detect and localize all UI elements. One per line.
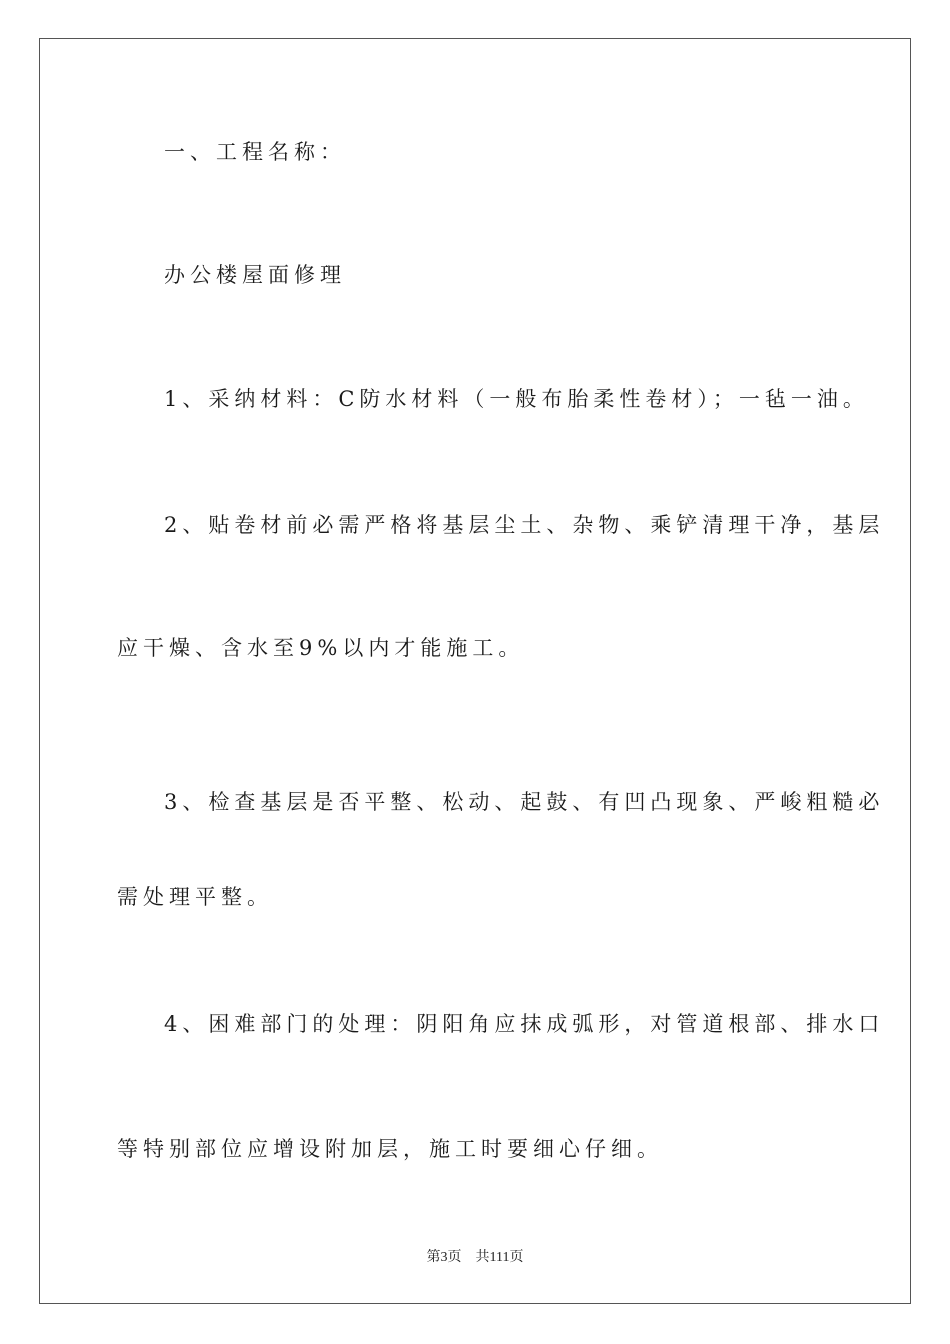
section-heading: 一、工程名称：: [164, 140, 346, 164]
total-pages: 共111页: [475, 1250, 524, 1265]
paragraph-2-line-2: 应干燥、含水至9%以内才能施工。: [117, 636, 525, 660]
paragraph-1: 1、采纳材料：C防水材料（一般布胎柔性卷材）；一毡一油。: [164, 387, 869, 411]
paragraph-4-line-1: 4、困难部门的处理：阴阳角应抹成弧形，对管道根部、排水口: [164, 1012, 885, 1036]
project-name: 办公楼屋面修理: [164, 263, 346, 287]
paragraph-2-line-1: 2、贴卷材前必需严格将基层尘土、杂物、乘铲清理干净，基层: [164, 513, 885, 537]
page-footer: [0, 1246, 950, 1266]
page-number: 第3页: [426, 1250, 462, 1265]
paragraph-3-line-1: 3、检查基层是否平整、松动、起鼓、有凹凸现象、严峻粗糙必: [164, 790, 885, 814]
page-border: [39, 38, 911, 1304]
paragraph-3-line-2: 需处理平整。: [117, 885, 273, 909]
paragraph-4-line-2: 等特别部位应增设附加层，施工时要细心仔细。: [117, 1137, 663, 1161]
